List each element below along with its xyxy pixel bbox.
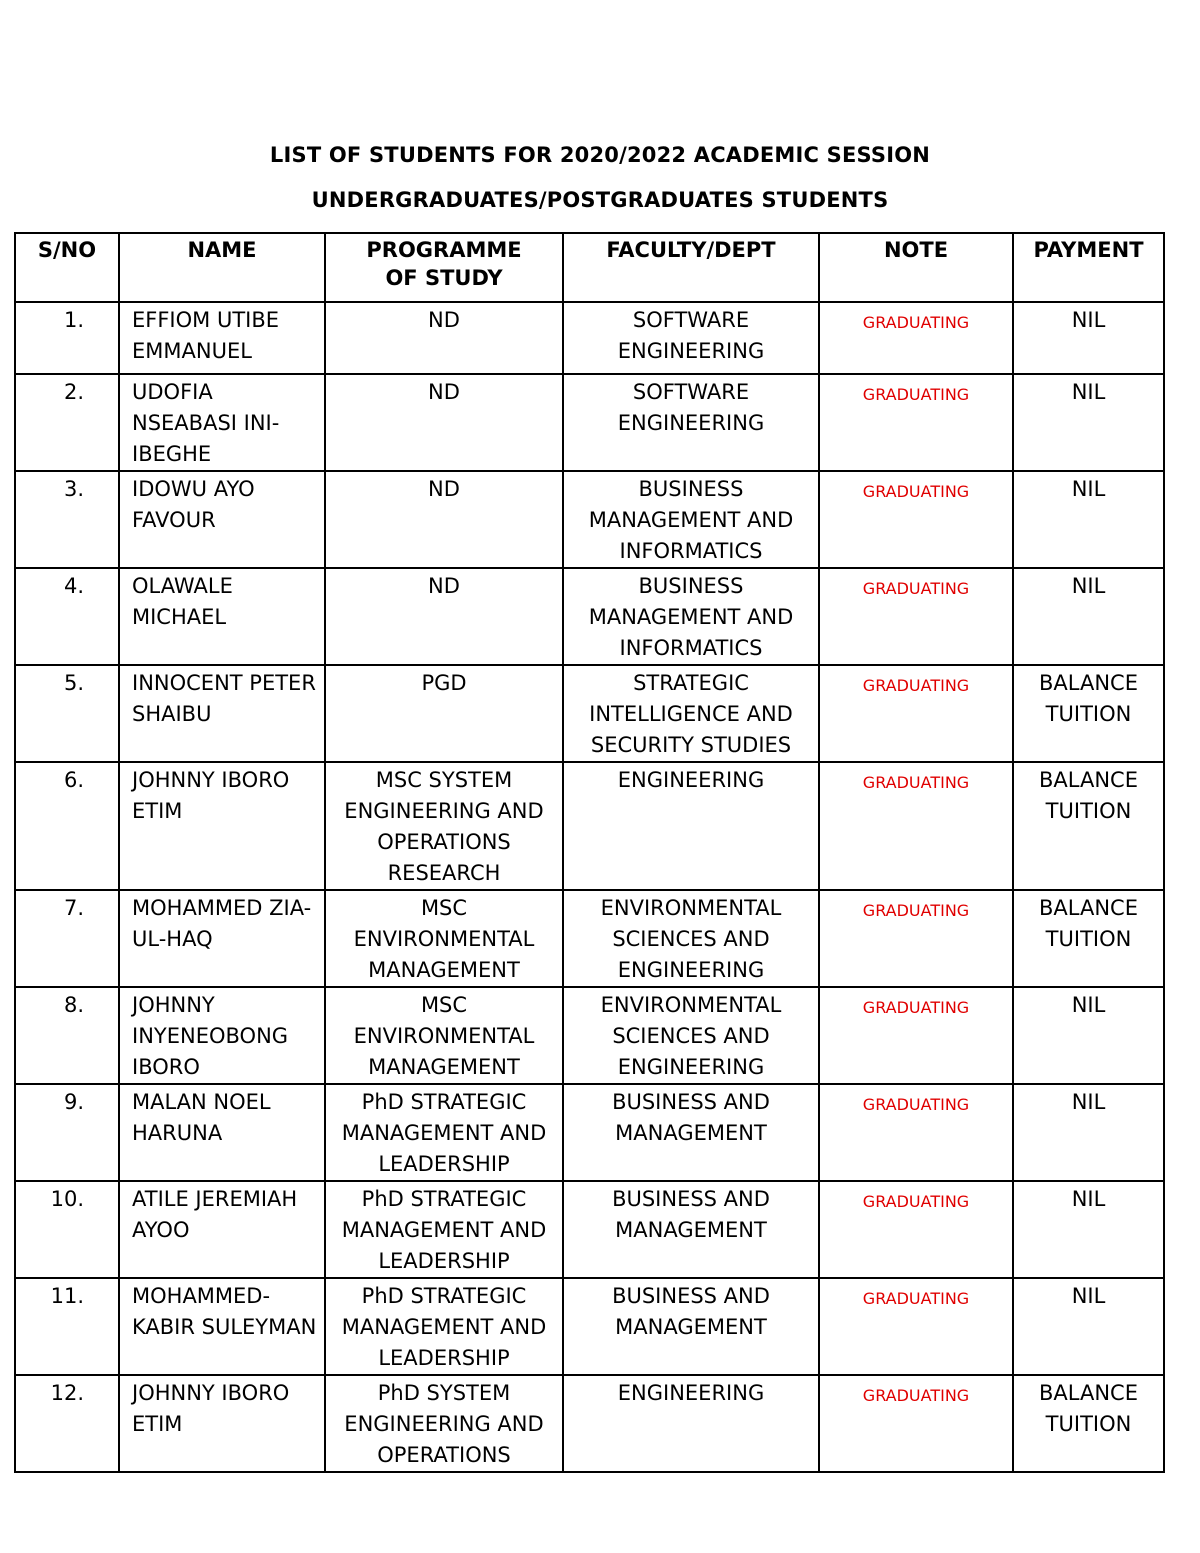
students-table — [14, 232, 1165, 1473]
row-name: JOHNNY IBORO ETIM — [119, 1375, 325, 1472]
row-faculty: ENVIRONMENTAL SCIENCES AND ENGINEERING — [563, 987, 819, 1084]
row-note-status: GRADUATING — [819, 374, 1013, 471]
header-payment: PAYMENT — [1013, 233, 1164, 302]
row-programme: PhD STRATEGIC MANAGEMENT AND LEADERSHIP — [325, 1278, 563, 1375]
row-programme: PhD SYSTEM ENGINEERING AND OPERATIONS — [325, 1375, 563, 1472]
row-faculty: SOFTWARE ENGINEERING — [563, 374, 819, 471]
table-row — [15, 762, 1164, 890]
row-payment: NIL — [1013, 1084, 1164, 1181]
row-programme: MSC ENVIRONMENTAL MANAGEMENT — [325, 987, 563, 1084]
row-faculty: SOFTWARE ENGINEERING — [563, 302, 819, 374]
row-sno: 11. — [15, 1278, 119, 1375]
row-note-status: GRADUATING — [819, 471, 1013, 568]
row-note-status: GRADUATING — [819, 1084, 1013, 1181]
row-payment: NIL — [1013, 568, 1164, 665]
table-row — [15, 987, 1164, 1084]
row-name: JOHNNY INYENEOBONG IBORO — [119, 987, 325, 1084]
row-faculty: STRATEGIC INTELLIGENCE AND SECURITY STUDIES — [563, 665, 819, 762]
row-sno: 3. — [15, 471, 119, 568]
row-faculty: BUSINESS MANAGEMENT AND INFORMATICS — [563, 568, 819, 665]
row-faculty: ENGINEERING — [563, 762, 819, 890]
row-programme: MSC ENVIRONMENTAL MANAGEMENT — [325, 890, 563, 987]
table-row — [15, 1278, 1164, 1375]
row-sno: 9. — [15, 1084, 119, 1181]
row-payment: NIL — [1013, 302, 1164, 374]
header-note: NOTE — [819, 233, 1013, 302]
row-note-status: GRADUATING — [819, 987, 1013, 1084]
row-programme: PGD — [325, 665, 563, 762]
row-note-status: GRADUATING — [819, 762, 1013, 890]
table-row — [15, 1375, 1164, 1472]
row-note-status: GRADUATING — [819, 1375, 1013, 1472]
header-name: NAME — [119, 233, 325, 302]
table-row — [15, 890, 1164, 987]
row-payment: NIL — [1013, 471, 1164, 568]
row-programme: ND — [325, 302, 563, 374]
row-sno: 7. — [15, 890, 119, 987]
row-faculty: BUSINESS AND MANAGEMENT — [563, 1278, 819, 1375]
row-programme: PhD STRATEGIC MANAGEMENT AND LEADERSHIP — [325, 1084, 563, 1181]
row-sno: 1. — [15, 302, 119, 374]
row-payment: NIL — [1013, 987, 1164, 1084]
row-note-status: GRADUATING — [819, 665, 1013, 762]
table-header-row — [15, 233, 1164, 302]
row-sno: 12. — [15, 1375, 119, 1472]
row-faculty: BUSINESS MANAGEMENT AND INFORMATICS — [563, 471, 819, 568]
row-note-status: GRADUATING — [819, 302, 1013, 374]
row-name: EFFIOM UTIBE EMMANUEL — [119, 302, 325, 374]
row-programme: ND — [325, 568, 563, 665]
row-faculty: ENVIRONMENTAL SCIENCES AND ENGINEERING — [563, 890, 819, 987]
row-name: UDOFIA NSEABASI INI-IBEGHE — [119, 374, 325, 471]
row-note-status: GRADUATING — [819, 1181, 1013, 1278]
table-row — [15, 1181, 1164, 1278]
document-subtitle: UNDERGRADUATES/POSTGRADUATES STUDENTS — [311, 188, 889, 212]
row-sno: 5. — [15, 665, 119, 762]
row-sno: 10. — [15, 1181, 119, 1278]
row-sno: 8. — [15, 987, 119, 1084]
row-faculty: BUSINESS AND MANAGEMENT — [563, 1084, 819, 1181]
row-programme: ND — [325, 471, 563, 568]
table-row — [15, 665, 1164, 762]
row-name: JOHNNY IBORO ETIM — [119, 762, 325, 890]
row-payment: BALANCE TUITION — [1013, 890, 1164, 987]
table-row — [15, 1084, 1164, 1181]
row-name: IDOWU AYO FAVOUR — [119, 471, 325, 568]
row-faculty: ENGINEERING — [563, 1375, 819, 1472]
row-name: MOHAMMED-KABIR SULEYMAN — [119, 1278, 325, 1375]
row-note-status: GRADUATING — [819, 568, 1013, 665]
row-name: ATILE JEREMIAH AYOO — [119, 1181, 325, 1278]
header-programme: PROGRAMME OF STUDY — [325, 233, 563, 302]
table-row — [15, 302, 1164, 374]
table-row — [15, 471, 1164, 568]
table-row — [15, 568, 1164, 665]
row-payment: NIL — [1013, 374, 1164, 471]
row-name: MOHAMMED ZIA-UL-HAQ — [119, 890, 325, 987]
row-programme: ND — [325, 374, 563, 471]
row-programme: PhD STRATEGIC MANAGEMENT AND LEADERSHIP — [325, 1181, 563, 1278]
row-note-status: GRADUATING — [819, 890, 1013, 987]
row-programme: MSC SYSTEM ENGINEERING AND OPERATIONS RESEARCH — [325, 762, 563, 890]
row-name: MALAN NOEL HARUNA — [119, 1084, 325, 1181]
header-faculty: FACULTY/DEPT — [563, 233, 819, 302]
row-payment: BALANCE TUITION — [1013, 1375, 1164, 1472]
row-sno: 4. — [15, 568, 119, 665]
row-sno: 6. — [15, 762, 119, 890]
row-name: OLAWALE MICHAEL — [119, 568, 325, 665]
row-note-status: GRADUATING — [819, 1278, 1013, 1375]
row-sno: 2. — [15, 374, 119, 471]
row-payment: NIL — [1013, 1181, 1164, 1278]
row-payment: BALANCE TUITION — [1013, 762, 1164, 890]
row-payment: NIL — [1013, 1278, 1164, 1375]
row-faculty: BUSINESS AND MANAGEMENT — [563, 1181, 819, 1278]
header-sno: S/NO — [15, 233, 119, 302]
document-title: LIST OF STUDENTS FOR 2020/2022 ACADEMIC SESSION — [269, 143, 931, 167]
table-body — [15, 302, 1164, 1472]
table-row — [15, 374, 1164, 471]
row-payment: BALANCE TUITION — [1013, 665, 1164, 762]
row-name: INNOCENT PETER SHAIBU — [119, 665, 325, 762]
